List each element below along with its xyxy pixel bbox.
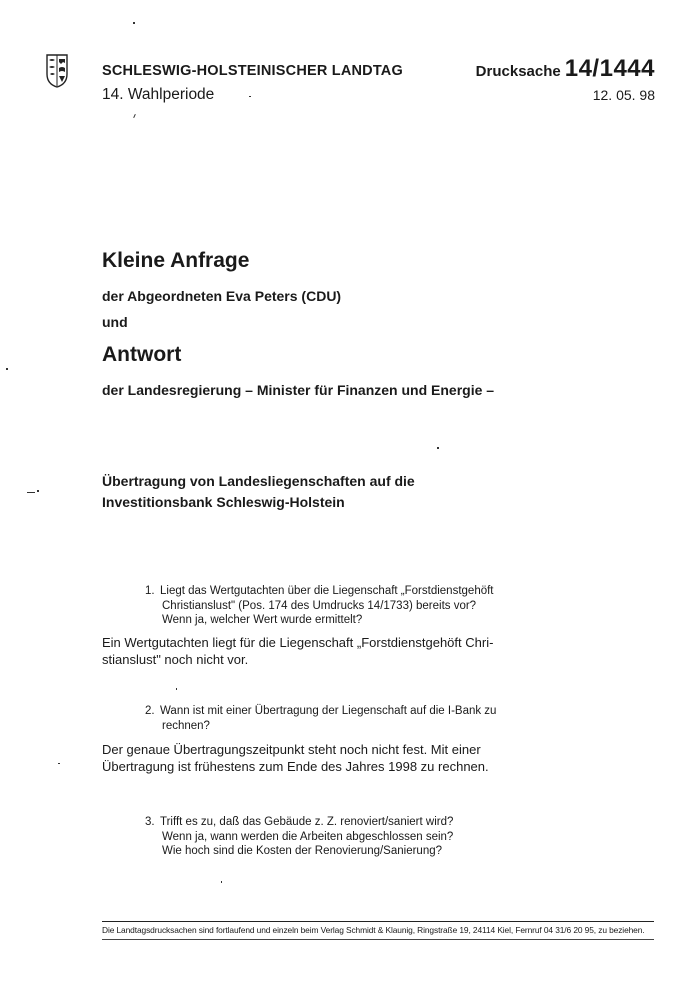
footer-note: Die Landtagsdrucksachen sind fortlaufend und einzeln beim Verlag Schmidt & Klaunig, Ringstraße 19, 24114 Kiel, Fernruf 04 31/6 20 95, zu beziehen. xyxy=(102,925,645,935)
inquiry-heading: Kleine Anfrage xyxy=(102,249,250,272)
question-1 xyxy=(145,584,494,628)
question-line: Wie hoch sind die Kosten der Renovierung/Sanierung? xyxy=(162,845,443,857)
scan-speck xyxy=(58,763,60,764)
question-line: Liegt das Wertgutachten über die Liegenschaft „Forstdienstgehöft xyxy=(160,585,494,597)
scan-speck xyxy=(249,96,251,97)
scan-speck xyxy=(437,447,439,449)
question-line: Wenn ja, welcher Wert wurde ermittelt? xyxy=(162,614,363,626)
answer-line: Der genaue Übertragungszeitpunkt steht noch nicht fest. Mit einer xyxy=(102,742,481,757)
footer-rule xyxy=(102,921,654,922)
answer-line: Übertragung ist frühestens zum Ende des Jahres 1998 zu rechnen. xyxy=(102,758,489,774)
question-number: 1. xyxy=(145,585,155,597)
question-line: Christianslust" (Pos. 174 des Umdrucks 14/1733) bereits vor? xyxy=(162,599,477,612)
document-number xyxy=(476,55,655,83)
document-number-label: Drucksache xyxy=(475,63,561,80)
and-label: und xyxy=(102,314,128,330)
subject-line: Investitionsbank Schleswig-Holstein xyxy=(102,494,345,510)
answer-line: stianslust" noch nicht vor. xyxy=(102,651,249,667)
question-number: 3. xyxy=(145,816,155,828)
inquirer: der Abgeordneten Eva Peters (CDU) xyxy=(102,288,342,304)
scan-speck xyxy=(176,688,177,690)
question-line: rechnen? xyxy=(162,719,210,732)
question-2 xyxy=(145,704,496,733)
answer-line: Ein Wertgutachten liegt für die Liegenschaft „Forstdienstgehöft Chri- xyxy=(102,635,494,650)
question-number: 2. xyxy=(145,705,155,717)
scan-speck xyxy=(133,22,135,24)
scan-speck xyxy=(133,114,136,118)
legislative-period: 14. Wahlperiode xyxy=(102,86,215,103)
parliament-name: SCHLESWIG-HOLSTEINISCHER LANDTAG xyxy=(102,63,403,79)
coat-of-arms-icon xyxy=(46,54,68,88)
scan-speck xyxy=(27,492,35,493)
answer-heading: Antwort xyxy=(102,343,182,366)
scan-speck xyxy=(37,490,39,492)
question-line: Wenn ja, wann werden die Arbeiten abgeschlossen sein? xyxy=(162,830,454,843)
scan-speck xyxy=(221,881,222,883)
footer-rule-bottom xyxy=(102,939,654,940)
answer-2 xyxy=(102,742,602,775)
question-line: Wann ist mit einer Übertragung der Liegenschaft auf die I-Bank zu xyxy=(160,705,497,717)
question-line: Trifft es zu, daß das Gebäude z. Z. renoviert/saniert wird? xyxy=(160,816,454,828)
question-3 xyxy=(145,815,453,859)
respondent: der Landesregierung – Minister für Finanzen und Energie – xyxy=(102,382,495,398)
document-date: 12. 05. 98 xyxy=(592,87,655,103)
answer-1 xyxy=(102,635,602,668)
document-number-value: 14/1444 xyxy=(564,55,655,82)
scan-speck xyxy=(6,368,8,370)
subject xyxy=(102,471,415,513)
subject-line: Übertragung von Landesliegenschaften auf die xyxy=(102,473,415,489)
